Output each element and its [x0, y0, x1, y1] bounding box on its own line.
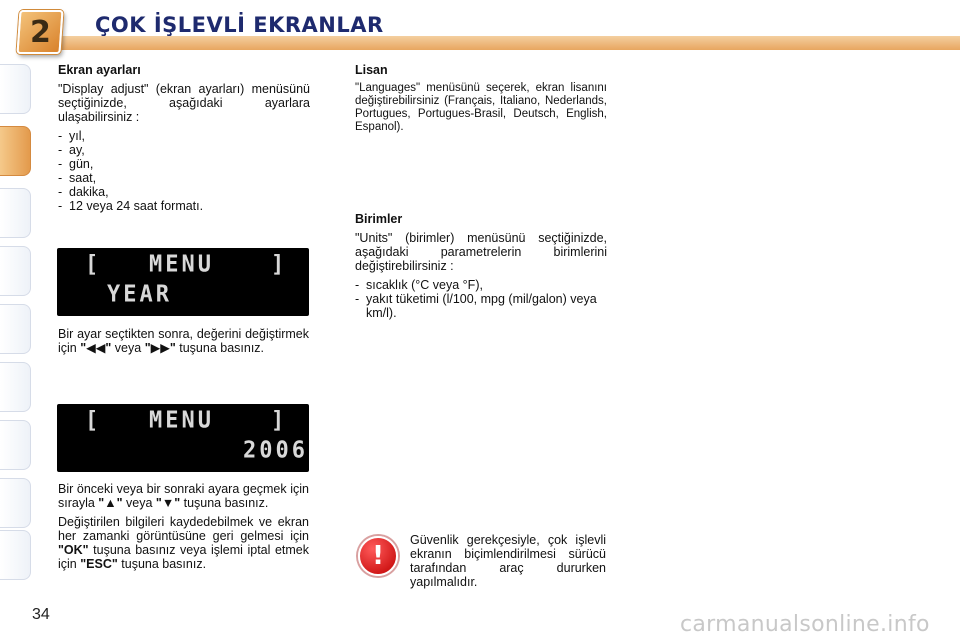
adjust-paragraph: Bir ayar seçtikten sonra, değerini değiştirmek için "◀◀" veya "▶▶" tuşuna basınız.: [58, 327, 309, 355]
display-screen-2006: [57, 404, 309, 472]
birimler-paragraph: "Units" (birimler) menüsünü seçtiğinizde, aşağıdaki parametrelerin birimlerini değiştirebilirsiniz :: [355, 231, 607, 273]
page-title: ÇOK İŞLEVLİ EKRANLAR: [95, 13, 384, 37]
side-tabs: [0, 60, 34, 580]
forward-key: "▶▶": [144, 341, 176, 355]
side-tab[interactable]: [0, 64, 31, 114]
list-item: - 12 veya 24 saat formatı.: [58, 199, 204, 213]
section-title-ekran: Ekran ayarları: [58, 63, 141, 77]
birimler-section: [355, 212, 607, 320]
header-stripe: [60, 36, 960, 50]
warning-icon: !: [358, 536, 398, 576]
up-key: "▲": [98, 496, 123, 510]
display-screen-year: [57, 248, 309, 316]
intro-paragraph: "Display adjust" (ekran ayarları) menüsünü seçtiğinizde, aşağıdaki ayarlara ulaşabilirsiniz :: [58, 82, 310, 124]
settings-list: [58, 129, 310, 213]
section-title-birimler: Birimler: [355, 212, 403, 226]
list-item: - yıl,: [58, 129, 85, 143]
warning-box: [358, 536, 398, 576]
lisan-paragraph: "Languages" menüsünü seçerek, ekran lisanını değiştirebilirsiniz (Français, Italiano, Nederlands, Portugues, Portugues-Brasil, Deutsch, English, Espanol).: [355, 82, 607, 133]
side-tab[interactable]: [0, 530, 31, 580]
chapter-number: 2: [29, 14, 51, 50]
side-tab[interactable]: [0, 362, 31, 412]
list-item: - ay,: [58, 143, 85, 157]
left-column: [58, 63, 310, 213]
display-bracket-right: ]: [271, 407, 288, 434]
list-item: - dakika,: [58, 185, 109, 199]
display-bracket-left: [: [85, 251, 102, 278]
rewind-key: "◀◀": [80, 341, 112, 355]
side-tab-active[interactable]: [0, 126, 31, 176]
navigate-paragraphs: Bir önceki veya bir sonraki ayara geçmek için sırayla "▲" veya "▼" tuşuna basınız. Değiştirilen bilgileri kaydedebilmek ve ekran her zamanki görüntüsüne geri gelmesi için "OK" tuşuna basınız veya işlemi iptal etmek için "ESC" tuşuna basınız.: [58, 482, 309, 571]
display-bracket-right: ]: [271, 251, 288, 278]
side-tab[interactable]: [0, 420, 31, 470]
section-title-lisan: Lisan: [355, 63, 388, 77]
down-key: "▼": [155, 496, 181, 510]
list-item: - yakıt tüketimi (l/100, mpg (mil/galon) veya km/l).: [355, 292, 597, 320]
chapter-badge: [16, 10, 63, 54]
display-menu-text: MENU: [149, 251, 214, 278]
list-item: - gün,: [58, 157, 94, 171]
side-tab[interactable]: [0, 188, 31, 238]
side-tab[interactable]: [0, 304, 31, 354]
display-value-text: 2006: [243, 437, 308, 464]
page-number: 34: [32, 606, 50, 623]
ok-key: "OK": [58, 543, 89, 557]
display-menu-text: MENU: [149, 407, 214, 434]
side-tab[interactable]: [0, 246, 31, 296]
esc-key: "ESC": [80, 557, 118, 571]
side-tab[interactable]: [0, 478, 31, 528]
watermark: carmanualsonline.info: [680, 612, 930, 637]
display-bracket-left: [: [85, 407, 102, 434]
display-value-text: YEAR: [107, 281, 172, 308]
right-column: [355, 63, 607, 139]
warning-text: Güvenlik gerekçesiyle, çok işlevli ekranın biçimlendirilmesi sürücü tarafından araç dururken yapılmalıdır.: [410, 533, 606, 589]
list-item: - sıcaklık (°C veya °F),: [355, 278, 483, 292]
list-item: - saat,: [58, 171, 97, 185]
units-list: [355, 278, 607, 320]
